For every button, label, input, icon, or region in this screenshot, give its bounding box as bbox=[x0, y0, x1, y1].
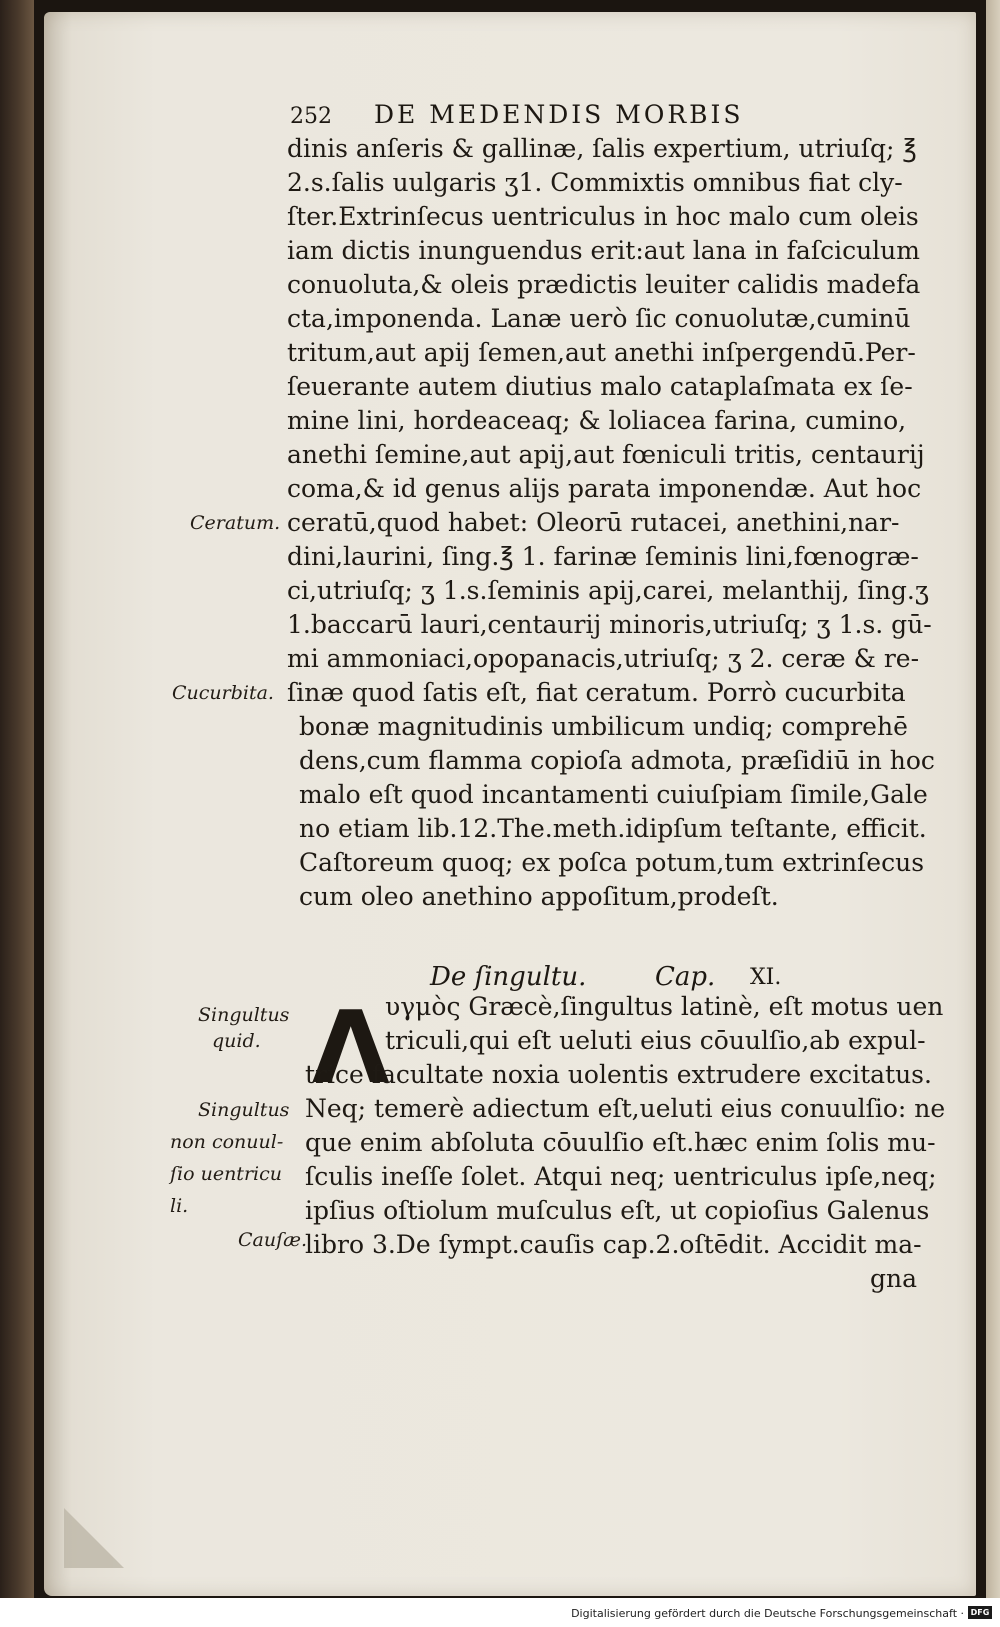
book-spine-edge bbox=[0, 0, 34, 1598]
text-line: coma,& id genus alijs parata imponendæ. Aut hoc bbox=[287, 474, 922, 503]
text-line: ceratū,quod habet: Oleorū rutacei, anethini,nar- bbox=[287, 508, 900, 537]
text-line: malo eſt quod incantamenti cuiuſpiam ſimile,Gale bbox=[299, 780, 928, 809]
text-line: anethi ſemine,aut apij,aut fœniculi tritis, centaurij bbox=[287, 440, 925, 469]
chapter-number: XI. bbox=[750, 965, 782, 990]
margin-note-ceratum: Ceratum. bbox=[190, 512, 281, 534]
text-line: cta,imponenda. Lanæ uerò ſic conuolutæ,cuminū bbox=[287, 304, 911, 333]
text-line: que enim abſoluta cōuulſio eſt.hæc enim ſolis mu- bbox=[305, 1128, 936, 1157]
chapter-title: De ſingultu. bbox=[430, 962, 587, 992]
dfg-logo: DFG bbox=[968, 1606, 992, 1619]
chapter-cap-label: Cap. bbox=[655, 962, 716, 992]
text-line: bonæ magnitudinis umbilicum undiq; comprehē bbox=[299, 712, 908, 741]
digitization-credit: Digitalisierung gefördert durch die Deutsche Forschungsgemeinschaft · bbox=[571, 1607, 964, 1620]
text-line: ſter.Extrinſecus uentriculus in hoc malo cum oleis bbox=[287, 202, 919, 231]
text-line: ſculis ineſſe ſolet. Atqui neq; uentriculus ipſe,neq; bbox=[305, 1162, 937, 1191]
text-line: mine lini, hordeaceaq; & loliacea farina, cumino, bbox=[287, 406, 907, 435]
margin-note-non-conuulsio: ſio uentricu bbox=[170, 1163, 282, 1185]
text-line: υγμὸς Græcè,ſingultus latinè, eſt motus uen bbox=[385, 992, 944, 1021]
text-line: Neq; temerè adiectum eſt,ueluti eius conuulſio: ne bbox=[305, 1094, 946, 1123]
margin-note-non-conuulsio: non conuul- bbox=[170, 1131, 284, 1153]
text-line: conuoluta,& oleis prædictis leuiter calidis madefa bbox=[287, 270, 921, 299]
text-line: Caſtoreum quoq; ex poſca potum,tum extrinſecus bbox=[299, 848, 925, 877]
text-line: dens,cum flamma copioſa admota, præſidiū in hoc bbox=[299, 746, 935, 775]
margin-note-cucurbita: Cucurbita. bbox=[172, 682, 274, 704]
running-head-title: DE MEDENDIS MORBIS bbox=[374, 100, 744, 129]
margin-note-non-conuulsio: Singultus bbox=[198, 1099, 290, 1121]
page-fore-edge bbox=[986, 0, 1000, 1598]
text-line: ſinæ quod ſatis eſt, fiat ceratum. Porrò cucurbita bbox=[287, 678, 906, 707]
text-line: libro 3.De ſympt.cauſis cap.2.oſtēdit. Accidit ma- bbox=[305, 1230, 922, 1259]
text-line: ci,utriuſq; ʒ 1.s.ſeminis apij,carei, melanthij, ſing.ʒ bbox=[287, 576, 929, 605]
catchword: gna bbox=[870, 1264, 918, 1293]
page-number: 252 bbox=[290, 104, 332, 129]
text-line: mi ammoniaci,opopanacis,utriuſq; ʒ 2. ceræ & re- bbox=[287, 644, 920, 673]
margin-note-non-conuulsio: li. bbox=[170, 1195, 189, 1217]
text-line: iam dictis inunguendus erit:aut lana in faſciculum bbox=[287, 236, 920, 265]
text-line: dini,laurini, ſing.℥ 1. farinæ ſeminis lini,fœnogræ- bbox=[287, 542, 919, 571]
running-header bbox=[290, 100, 850, 129]
digitization-footer bbox=[0, 1598, 1000, 1627]
text-line: cum oleo anethino appoſitum,prodeſt. bbox=[299, 882, 779, 911]
margin-note-singultus-quid: Singultus bbox=[198, 1004, 290, 1026]
text-line: trice facultate noxia uolentis extrudere excitatus. bbox=[305, 1060, 932, 1089]
text-line: 1.baccarū lauri,centaurij minoris,utriuſq; ʒ 1.s. gū- bbox=[287, 610, 932, 639]
text-line: tritum,aut apij ſemen,aut anethi inſpergendū.Per- bbox=[287, 338, 916, 367]
text-line: 2.s.ſalis uulgaris ʒ1. Commixtis omnibus fiat cly- bbox=[287, 168, 903, 197]
drop-cap-initial: Λ bbox=[312, 989, 390, 1106]
margin-note-singultus-quid: quid. bbox=[212, 1030, 261, 1052]
folded-page-corner bbox=[64, 1508, 124, 1568]
text-line: no etiam lib.12.The.meth.idipſum teſtante, efficit. bbox=[299, 814, 927, 843]
text-line: triculi,qui eſt ueluti eius cōuulſio,ab expul- bbox=[385, 1026, 926, 1055]
text-line: dinis anſeris & gallinæ, ſalis expertium, utriuſq; ℥ bbox=[287, 134, 917, 163]
text-line: ipſius oſtiolum muſculus eſt, ut copioſius Galenus bbox=[305, 1196, 930, 1225]
margin-note-causae: Cauſæ. bbox=[238, 1229, 308, 1251]
text-line: ſeuerante autem diutius malo cataplaſmata ex ſe- bbox=[287, 372, 913, 401]
